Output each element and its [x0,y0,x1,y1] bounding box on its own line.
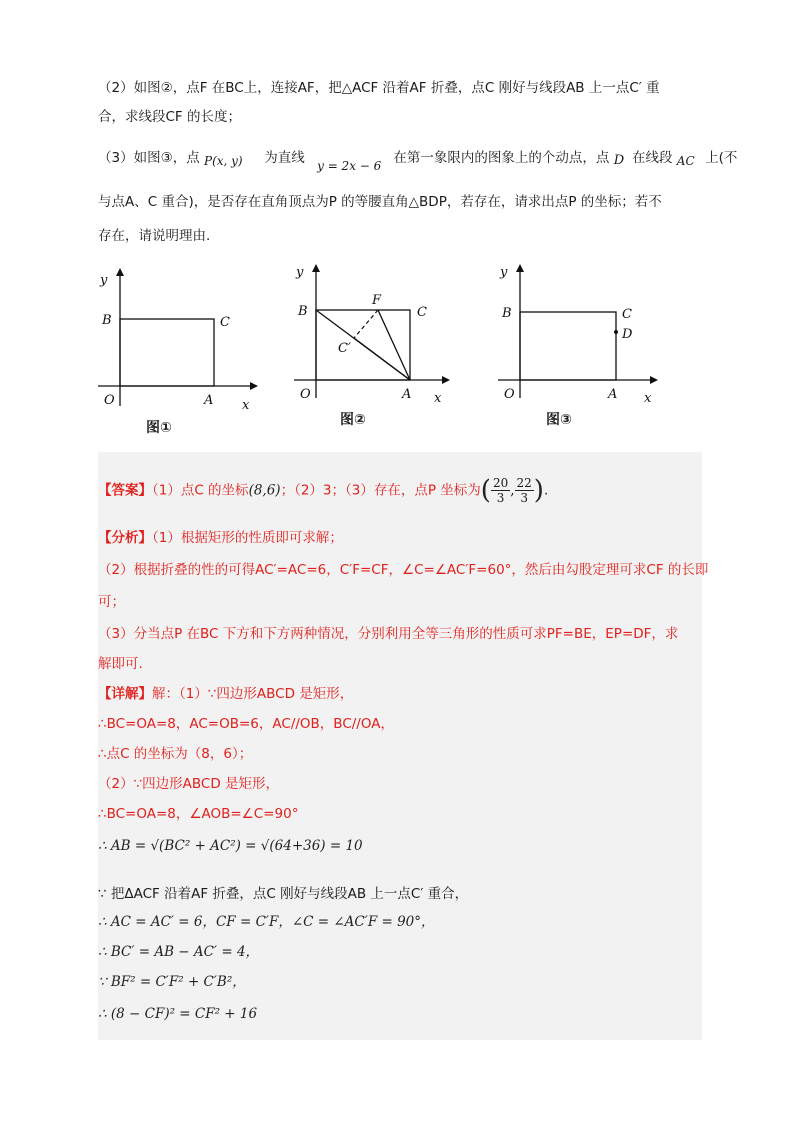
analysis-line-5: 解即可. [98,656,143,672]
fig2-point-b: B [298,304,308,319]
answer-coord: (8,6) [248,482,281,499]
answer-close-paren: ) [533,475,544,506]
detail-line-11: ∴ (8 − CF)² = CF² + 16 [98,1006,258,1022]
fig1-x-label: x [242,398,250,413]
detail-line-6: ∴ AB = √(BC² + AC²) = √(64+36) = 10 [98,838,363,854]
fig2-point-o: O [300,387,311,402]
figure-3-svg [494,258,664,438]
fig3-caption: 图③ [546,412,572,428]
figures-row [90,258,690,438]
fig1-point-c: C [220,315,230,330]
fig2-point-a: A [402,387,412,402]
analysis-line-2: （2）根据折叠的性的可得AC′=AC=6，C′F=CF，∠C=∠AC′F=60°，然后由勾股定理可求CF 的长即 [98,562,709,578]
analysis-line-4: （3）分当点P 在BC 下方和下方两种情况，分别利用全等三角形的性质可求PF=BE，EP=DF，求 [98,626,679,642]
q3-line-3: 存在，请说明理由. [98,228,211,244]
figure-2 [290,258,460,442]
fig3-point-o: O [504,387,515,402]
q3-point-p: P(x, y) [204,154,243,168]
fig2-caption: 图② [340,412,366,428]
q3-segment-ac: AC [676,154,695,168]
answer-frac-2: $\frac{22}{3}$ [516,476,532,505]
detail-line-8: ∴ AC = AC′ = 6，CF = C′F，∠C = ∠AC′F = 90°， [98,914,435,930]
q3-line-2: 与点A、C 重合)，是否存在直角顶点为P 的等腰直角△BDP，若存在，请求出点P 的坐标；若不 [98,194,662,210]
detail-line-2: ∴BC=OA=8，AC=OB=6，AC//OB，BC//OA， [98,716,394,732]
fig2-x-label: x [434,391,442,406]
fig3-point-c: C [622,307,632,322]
detail-tag: 【详解】 [98,686,152,702]
fig2-y-label: y [296,265,304,280]
fig3-point-b: B [502,306,512,321]
fig1-point-o: O [104,393,115,408]
figure-1-svg [90,258,260,438]
fig2-point-f: F [372,293,382,308]
q3-part-c: 在第一象限内的图象上的个动点，点 [393,150,610,166]
figure-2-svg [290,258,460,438]
q3-line-equation: y = 2x − 6 [317,159,382,173]
fig1-point-b: B [102,313,112,328]
q3-part-a: （3）如图③，点 [98,150,200,166]
fig3-y-label: y [500,265,508,280]
answer-tag: 【答案】 [98,482,152,499]
q3-part-e: 上(不 [705,150,738,166]
detail-line-5: ∴BC=OA=8，∠AOB=∠C=90° [98,806,299,822]
detail-line-1: 【详解】解：（1）∵四边形ABCD 是矩形， [98,686,354,702]
fig2-point-c-prime: C′ [338,341,351,356]
fig3-point-d: D [622,327,633,342]
fig1-y-label: y [100,273,108,288]
answer-open-paren: ( [480,475,491,506]
fig1-point-a: A [204,393,214,408]
answer-end: . [543,482,549,499]
fig3-x-label: x [644,391,652,406]
detail-line-9: ∴ BC′ = AB − AC′ = 4， [98,944,260,960]
q3-part-d: 在线段 [631,150,673,166]
detail-line-7: ∵ 把ΔACF 沿着AF 折叠，点C 刚好与线段AB 上一点C′ 重合， [98,886,469,902]
analysis-tag: 【分析】 [98,530,152,546]
fig3-point-a: A [608,387,618,402]
q3-part-b: 为直线 [264,150,305,166]
fig2-point-c: C [417,305,427,320]
q3-line-1 [98,148,738,173]
answer-part-1: （1）点C 的坐标 [152,482,249,499]
q2-line-1: （2）如图②，点F 在BC上，连接AF，把△ACF 沿着AF 折叠，点C 刚好与线段AB 上一点C′ 重 [98,80,660,96]
answer-part-2: ；（2）3；（3）存在，点P 坐标为 [280,482,481,499]
answer-frac-1: $\frac{20}{3}$ [492,476,509,505]
fig1-caption: 图① [146,420,172,436]
answer-line: 【答案】（1）点C 的坐标(8,6)；（2）3；（3）存在，点P 坐标为( $\frac{20}{3}$ , $\frac{22}{3}$ ). [98,475,549,506]
analysis-line-1: 【分析】（1）根据矩形的性质即可求解； [98,530,343,546]
q3-point-d: D [613,153,625,168]
figure-1 [90,258,260,442]
detail-line-10: ∵ BF² = C′F² + C′B²， [98,974,246,990]
detail-line-4: （2）∵四边形ABCD 是矩形， [98,776,280,792]
figure-3 [494,258,664,442]
analysis-line-3: 可； [98,594,125,610]
q2-line-2: 合，求线段CF 的长度； [98,109,241,125]
detail-line-3: ∴点C 的坐标为（8，6）； [98,746,253,762]
